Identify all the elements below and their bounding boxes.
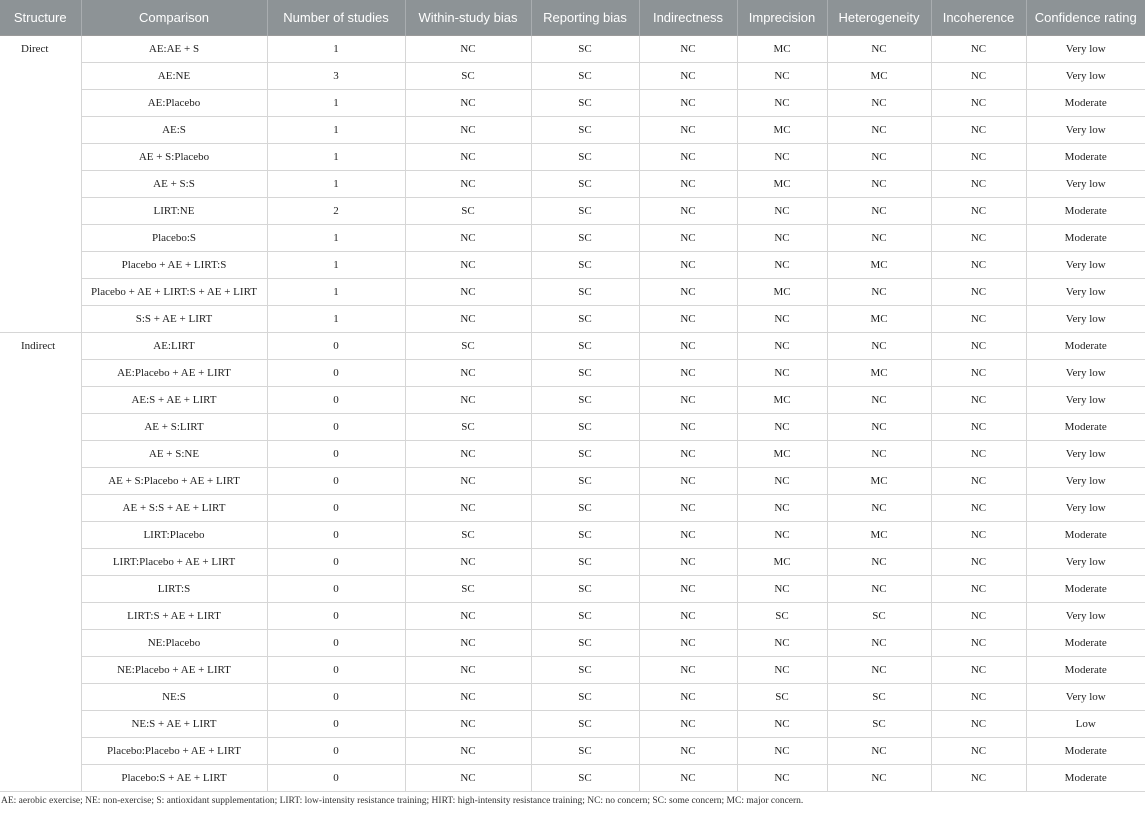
table-cell: MC xyxy=(737,117,827,144)
table-cell: NC xyxy=(827,549,931,576)
table-row xyxy=(0,333,1145,360)
table-cell: NC xyxy=(737,306,827,333)
comparison-cell: AE + S:NE xyxy=(81,441,267,468)
table-cell: Moderate xyxy=(1026,414,1145,441)
comparison-cell: AE:LIRT xyxy=(81,333,267,360)
table-cell: Moderate xyxy=(1026,144,1145,171)
table-cell: NC xyxy=(931,522,1026,549)
table-cell: NC xyxy=(931,36,1026,63)
table-cell: NC xyxy=(737,198,827,225)
table-row xyxy=(0,198,1145,225)
table-cell: NC xyxy=(931,711,1026,738)
table-cell: NC xyxy=(737,711,827,738)
comparison-cell: LIRT:Placebo + AE + LIRT xyxy=(81,549,267,576)
comparison-cell: AE:NE xyxy=(81,63,267,90)
table-cell: SC xyxy=(405,333,531,360)
table-cell: NC xyxy=(405,549,531,576)
table-cell: NC xyxy=(639,630,737,657)
table-cell: SC xyxy=(531,36,639,63)
table-header xyxy=(0,0,1145,36)
table-cell: SC xyxy=(531,360,639,387)
table-cell: 0 xyxy=(267,765,405,792)
table-cell: NC xyxy=(931,90,1026,117)
table-cell: NC xyxy=(405,36,531,63)
table-cell: Moderate xyxy=(1026,225,1145,252)
table-cell: Moderate xyxy=(1026,738,1145,765)
table-cell: Moderate xyxy=(1026,90,1145,117)
table-cell: NC xyxy=(931,360,1026,387)
table-cell: NC xyxy=(639,36,737,63)
table-row xyxy=(0,630,1145,657)
table-cell: NC xyxy=(931,117,1026,144)
table-cell: NC xyxy=(639,576,737,603)
table-cell: 1 xyxy=(267,117,405,144)
table-cell: 0 xyxy=(267,738,405,765)
table-cell: SC xyxy=(827,603,931,630)
table-cell: SC xyxy=(531,279,639,306)
table-cell: NC xyxy=(639,333,737,360)
structure-cell: Indirect xyxy=(0,333,81,792)
table-cell: Very low xyxy=(1026,603,1145,630)
table-cell: SC xyxy=(531,225,639,252)
table-cell: NC xyxy=(639,549,737,576)
table-cell: NC xyxy=(737,495,827,522)
column-header: Confidence rating xyxy=(1026,0,1145,36)
comparison-cell: NE:S xyxy=(81,684,267,711)
comparison-cell: LIRT:S + AE + LIRT xyxy=(81,603,267,630)
table-row xyxy=(0,306,1145,333)
table-cell: NC xyxy=(931,171,1026,198)
table-cell: Very low xyxy=(1026,684,1145,711)
table-cell: Moderate xyxy=(1026,765,1145,792)
table-cell: NC xyxy=(639,495,737,522)
table-cell: SC xyxy=(531,738,639,765)
comparison-cell: Placebo:S + AE + LIRT xyxy=(81,765,267,792)
table-row xyxy=(0,576,1145,603)
table-cell: 0 xyxy=(267,711,405,738)
table-cell: NC xyxy=(737,63,827,90)
comparison-cell: LIRT:Placebo xyxy=(81,522,267,549)
table-cell: 0 xyxy=(267,657,405,684)
table-cell: NC xyxy=(639,63,737,90)
table-cell: Moderate xyxy=(1026,522,1145,549)
column-header: Structure xyxy=(0,0,81,36)
table-cell: NC xyxy=(737,252,827,279)
table-row xyxy=(0,225,1145,252)
column-header: Incoherence xyxy=(931,0,1026,36)
comparison-cell: AE + S:LIRT xyxy=(81,414,267,441)
table-cell: 1 xyxy=(267,171,405,198)
table-cell: Moderate xyxy=(1026,198,1145,225)
table-cell: NC xyxy=(827,630,931,657)
comparison-cell: AE:Placebo + AE + LIRT xyxy=(81,360,267,387)
table-cell: SC xyxy=(405,414,531,441)
table-cell: SC xyxy=(531,495,639,522)
table-cell: 1 xyxy=(267,144,405,171)
table-cell: SC xyxy=(531,630,639,657)
table-cell: MC xyxy=(827,63,931,90)
table-cell: SC xyxy=(531,603,639,630)
table-cell: NC xyxy=(737,738,827,765)
comparison-cell: AE + S:S xyxy=(81,171,267,198)
table-cell: Moderate xyxy=(1026,576,1145,603)
table-cell: SC xyxy=(531,306,639,333)
table-cell: SC xyxy=(531,711,639,738)
table-cell: SC xyxy=(531,252,639,279)
column-header: Indirectness xyxy=(639,0,737,36)
table-cell: Very low xyxy=(1026,495,1145,522)
table-cell: NC xyxy=(827,198,931,225)
table-cell: 0 xyxy=(267,576,405,603)
table-cell: Very low xyxy=(1026,36,1145,63)
table-cell: SC xyxy=(405,198,531,225)
table-cell: NC xyxy=(737,630,827,657)
table-cell: NC xyxy=(827,279,931,306)
table-cell: NC xyxy=(737,576,827,603)
table-cell: MC xyxy=(827,468,931,495)
table-cell: Moderate xyxy=(1026,657,1145,684)
column-header: Comparison xyxy=(81,0,267,36)
table-cell: NC xyxy=(639,90,737,117)
table-cell: SC xyxy=(531,441,639,468)
table-cell: SC xyxy=(531,765,639,792)
table-cell: Very low xyxy=(1026,468,1145,495)
table-cell: NC xyxy=(639,522,737,549)
table-cell: NC xyxy=(827,765,931,792)
table-cell: NC xyxy=(827,657,931,684)
table-cell: NC xyxy=(639,360,737,387)
table-row xyxy=(0,414,1145,441)
table-cell: NC xyxy=(405,765,531,792)
table-row xyxy=(0,387,1145,414)
table-cell: Very low xyxy=(1026,171,1145,198)
table-cell: NC xyxy=(827,576,931,603)
table-cell: NC xyxy=(931,684,1026,711)
table-cell: MC xyxy=(737,279,827,306)
table-footnote: AE: aerobic exercise; NE: non-exercise; S: antioxidant supplementation; LIRT: low-intensity resistance training; HIRT: high-intensity resistance training; NC: no concern; SC: some concern; MC: major concern. xyxy=(1,796,804,806)
column-header: Number of studies xyxy=(267,0,405,36)
table-cell: NC xyxy=(405,117,531,144)
table-row xyxy=(0,711,1145,738)
table-row xyxy=(0,495,1145,522)
table-row xyxy=(0,63,1145,90)
table-cell: NC xyxy=(931,414,1026,441)
table-cell: 0 xyxy=(267,441,405,468)
table-row xyxy=(0,90,1145,117)
table-cell: NC xyxy=(931,657,1026,684)
table-body xyxy=(0,36,1145,792)
table-cell: NC xyxy=(405,360,531,387)
column-header: Reporting bias xyxy=(531,0,639,36)
table-row xyxy=(0,549,1145,576)
table-cell: 0 xyxy=(267,468,405,495)
table-cell: NC xyxy=(639,171,737,198)
table-cell: SC xyxy=(405,63,531,90)
table-cell: MC xyxy=(827,306,931,333)
table-cell: NC xyxy=(639,198,737,225)
table-cell: 1 xyxy=(267,252,405,279)
table-cell: NC xyxy=(931,495,1026,522)
table-cell: NC xyxy=(639,603,737,630)
table-cell: SC xyxy=(531,171,639,198)
table-cell: NC xyxy=(737,225,827,252)
table-cell: 0 xyxy=(267,549,405,576)
table-cell: NC xyxy=(827,414,931,441)
table-cell: SC xyxy=(531,117,639,144)
table-cell: SC xyxy=(531,63,639,90)
table-cell: NC xyxy=(931,387,1026,414)
table-row xyxy=(0,738,1145,765)
table-cell: Very low xyxy=(1026,360,1145,387)
comparison-cell: LIRT:S xyxy=(81,576,267,603)
table-cell: NC xyxy=(639,441,737,468)
table-cell: Very low xyxy=(1026,387,1145,414)
column-header: Heterogeneity xyxy=(827,0,931,36)
table-cell: Very low xyxy=(1026,441,1145,468)
table-cell: Very low xyxy=(1026,63,1145,90)
table-cell: Very low xyxy=(1026,279,1145,306)
table-cell: NC xyxy=(931,252,1026,279)
table-cell: NC xyxy=(639,279,737,306)
table-cell: NC xyxy=(737,468,827,495)
table-cell: NC xyxy=(639,117,737,144)
table-cell: NC xyxy=(639,144,737,171)
table-row xyxy=(0,468,1145,495)
table-cell: NC xyxy=(405,144,531,171)
comparison-cell: NE:S + AE + LIRT xyxy=(81,711,267,738)
table-row xyxy=(0,684,1145,711)
table-cell: 1 xyxy=(267,90,405,117)
table-cell: 1 xyxy=(267,306,405,333)
table-cell: NC xyxy=(827,387,931,414)
table-cell: MC xyxy=(737,171,827,198)
table-cell: NC xyxy=(931,603,1026,630)
table-cell: Very low xyxy=(1026,549,1145,576)
table-cell: MC xyxy=(737,441,827,468)
table-cell: NC xyxy=(405,468,531,495)
table-row xyxy=(0,171,1145,198)
table-cell: NC xyxy=(737,414,827,441)
table-cell: 1 xyxy=(267,225,405,252)
table-cell: 0 xyxy=(267,360,405,387)
table-cell: NC xyxy=(737,522,827,549)
header-row xyxy=(0,0,1145,36)
table-cell: SC xyxy=(531,522,639,549)
table-cell: 0 xyxy=(267,684,405,711)
table-cell: NC xyxy=(405,738,531,765)
table-row xyxy=(0,117,1145,144)
comparison-cell: AE:S + AE + LIRT xyxy=(81,387,267,414)
table-cell: NC xyxy=(737,90,827,117)
table-cell: MC xyxy=(737,549,827,576)
table-cell: 1 xyxy=(267,36,405,63)
table-cell: NC xyxy=(827,441,931,468)
table-row xyxy=(0,441,1145,468)
table-cell: MC xyxy=(827,522,931,549)
table-cell: NC xyxy=(639,306,737,333)
table-cell: NC xyxy=(931,333,1026,360)
comparison-cell: Placebo + AE + LIRT:S xyxy=(81,252,267,279)
table-cell: 0 xyxy=(267,414,405,441)
table-row xyxy=(0,144,1145,171)
table-cell: NC xyxy=(931,468,1026,495)
table-row xyxy=(0,252,1145,279)
table-cell: MC xyxy=(737,387,827,414)
comparison-cell: NE:Placebo + AE + LIRT xyxy=(81,657,267,684)
table-cell: NC xyxy=(931,630,1026,657)
table-cell: 0 xyxy=(267,603,405,630)
table-cell: NC xyxy=(639,657,737,684)
column-header: Within-study bias xyxy=(405,0,531,36)
table-cell: NC xyxy=(405,279,531,306)
table-row xyxy=(0,360,1145,387)
table-cell: NC xyxy=(827,225,931,252)
table-cell: NC xyxy=(405,171,531,198)
table-cell: NC xyxy=(827,36,931,63)
structure-cell: Direct xyxy=(0,36,81,333)
table-cell: NC xyxy=(405,441,531,468)
table-cell: NC xyxy=(639,684,737,711)
table-row xyxy=(0,603,1145,630)
table-cell: Very low xyxy=(1026,117,1145,144)
comparison-cell: AE + S:Placebo xyxy=(81,144,267,171)
table-cell: MC xyxy=(737,36,827,63)
table-cell: NC xyxy=(931,576,1026,603)
table-cell: NC xyxy=(405,252,531,279)
table-cell: SC xyxy=(531,657,639,684)
table-cell: SC xyxy=(827,711,931,738)
table-cell: NC xyxy=(405,225,531,252)
table-cell: NC xyxy=(827,495,931,522)
table-cell: NC xyxy=(405,684,531,711)
table-cell: SC xyxy=(737,684,827,711)
table-cell: NC xyxy=(405,657,531,684)
table-cell: NC xyxy=(931,549,1026,576)
table-cell: NC xyxy=(737,333,827,360)
comparison-cell: NE:Placebo xyxy=(81,630,267,657)
table-cell: SC xyxy=(405,576,531,603)
table-cell: MC xyxy=(827,360,931,387)
table-cell: NC xyxy=(737,765,827,792)
comparison-cell: AE:S xyxy=(81,117,267,144)
table-cell: 0 xyxy=(267,387,405,414)
table-cell: 3 xyxy=(267,63,405,90)
table-cell: NC xyxy=(639,387,737,414)
table-cell: NC xyxy=(931,765,1026,792)
comparison-cell: Placebo:Placebo + AE + LIRT xyxy=(81,738,267,765)
table-cell: NC xyxy=(639,738,737,765)
table-cell: NC xyxy=(931,144,1026,171)
table-cell: NC xyxy=(405,711,531,738)
column-header: Imprecision xyxy=(737,0,827,36)
table-cell: Low xyxy=(1026,711,1145,738)
table-cell: NC xyxy=(639,765,737,792)
table-row xyxy=(0,522,1145,549)
table-cell: NC xyxy=(827,117,931,144)
table-cell: Moderate xyxy=(1026,333,1145,360)
table-cell: NC xyxy=(405,387,531,414)
comparison-cell: Placebo + AE + LIRT:S + AE + LIRT xyxy=(81,279,267,306)
table-cell: SC xyxy=(531,333,639,360)
table-row xyxy=(0,657,1145,684)
table-cell: MC xyxy=(827,252,931,279)
table-cell: SC xyxy=(531,468,639,495)
table-cell: NC xyxy=(639,414,737,441)
table-cell: NC xyxy=(737,144,827,171)
table-cell: NC xyxy=(931,441,1026,468)
table-row xyxy=(0,36,1145,63)
table-row xyxy=(0,279,1145,306)
table-cell: Moderate xyxy=(1026,630,1145,657)
table-cell: 1 xyxy=(267,279,405,306)
table-cell: NC xyxy=(405,603,531,630)
table-cell: NC xyxy=(639,468,737,495)
table-cell: NC xyxy=(405,306,531,333)
table-cell: SC xyxy=(531,576,639,603)
comparison-cell: Placebo:S xyxy=(81,225,267,252)
table-cell: 0 xyxy=(267,630,405,657)
table-cell: NC xyxy=(931,63,1026,90)
table-cell: NC xyxy=(931,306,1026,333)
table-cell: SC xyxy=(531,387,639,414)
table-cell: NC xyxy=(827,738,931,765)
table-cell: NC xyxy=(827,333,931,360)
table-cell: NC xyxy=(737,360,827,387)
table-cell: NC xyxy=(405,630,531,657)
table-cell: SC xyxy=(531,90,639,117)
table-cell: NC xyxy=(931,738,1026,765)
table-cell: NC xyxy=(405,495,531,522)
table-cell: SC xyxy=(827,684,931,711)
table-cell: NC xyxy=(931,225,1026,252)
table-cell: SC xyxy=(531,414,639,441)
comparison-cell: AE + S:Placebo + AE + LIRT xyxy=(81,468,267,495)
comparison-cell: LIRT:NE xyxy=(81,198,267,225)
comparison-cell: S:S + AE + LIRT xyxy=(81,306,267,333)
table-cell: 0 xyxy=(267,522,405,549)
comparison-cell: AE + S:S + AE + LIRT xyxy=(81,495,267,522)
table-cell: NC xyxy=(737,657,827,684)
table-cell: NC xyxy=(405,90,531,117)
table-cell: 2 xyxy=(267,198,405,225)
table-cell: Very low xyxy=(1026,306,1145,333)
comparison-cell: AE:AE + S xyxy=(81,36,267,63)
table-cell: NC xyxy=(827,90,931,117)
table-cell: Very low xyxy=(1026,252,1145,279)
table-cell: SC xyxy=(531,684,639,711)
table-cell: SC xyxy=(531,144,639,171)
table-cell: 0 xyxy=(267,495,405,522)
table-row xyxy=(0,765,1145,792)
table-cell: SC xyxy=(531,198,639,225)
table-cell: 0 xyxy=(267,333,405,360)
comparison-cell: AE:Placebo xyxy=(81,90,267,117)
table-cell: SC xyxy=(531,549,639,576)
table-cell: NC xyxy=(931,198,1026,225)
table-cell: NC xyxy=(639,711,737,738)
table-cell: SC xyxy=(405,522,531,549)
table-cell: NC xyxy=(931,279,1026,306)
table-cell: NC xyxy=(639,225,737,252)
table-cell: SC xyxy=(737,603,827,630)
table-cell: NC xyxy=(827,171,931,198)
table-cell: NC xyxy=(827,144,931,171)
table-cell: NC xyxy=(639,252,737,279)
